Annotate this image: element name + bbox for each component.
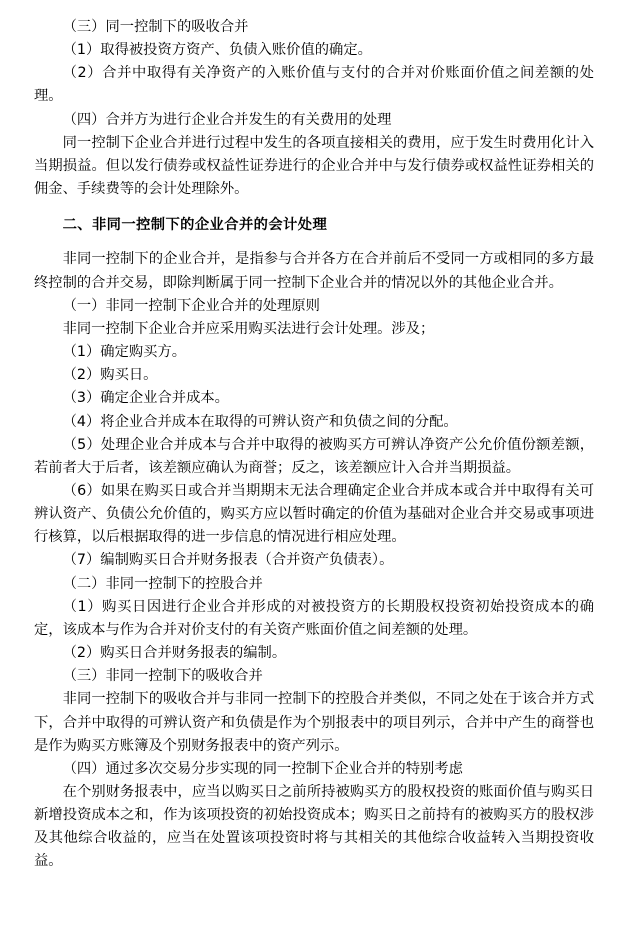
paragraph: （1）取得被投资方资产、负债入账价值的确定。	[62, 42, 372, 59]
paragraph: （四）合并方为进行企业合并发生的有关费用的处理	[62, 111, 392, 128]
document-body	[34, 16, 594, 874]
paragraph: （2）合并中取得有关净资产的入账价值与支付的合并对价账面价值之间差额的处理。	[34, 65, 594, 105]
paragraph: （1）确定购买方。	[62, 344, 187, 361]
paragraph: （6）如果在购买日或合并当期期末无法合理确定企业合并成本或合并中取得有关可辨认资产、负债公允价值的，购买方应以暂时确定的价值为基础对企业合并交易或事项进行核算，以后根据取得的进一步信息的情况进行相应处理。	[34, 482, 594, 546]
paragraph: （三）同一控制下的吸收合并	[62, 19, 249, 35]
paragraph: 同一控制下企业合并进行过程中发生的各项直接相关的费用，应于发生时费用化计入当期损益。但以发行债券或权益性证券进行的企业合并中与发行债券或权益性证券相关的佣金、手续费等的会计处理除外。	[34, 134, 594, 198]
paragraph: 在个别财务报表中，应当以购买日之前所持被购买方的股权投资的账面价值与购买日新增投资成本之和，作为该项投资的初始投资成本；购买日之前持有的被购买方的股权涉及其他综合收益的，应当在处置该项投资时将与其相关的其他综合收益转入当期投资收益。	[34, 784, 594, 870]
paragraph: （5）处理企业合并成本与合并中取得的被购买方可辨认净资产公允价值份额差额，若前者大于后者，该差额应确认为商誉；反之，该差额应计入合并当期损益。	[34, 436, 594, 476]
section-heading: 二、非同一控制下的企业合并的会计处理	[62, 217, 328, 234]
paragraph: （四）通过多次交易分步实现的同一控制下企业合并的特别考虑	[62, 760, 463, 777]
paragraph: （2）购买日合并财务报表的编制。	[62, 645, 287, 662]
paragraph: （2）购买日。	[62, 367, 158, 384]
paragraph: （3）确定企业合并成本。	[62, 390, 229, 407]
paragraph: 非同一控制下的吸收合并与非同一控制下的控股合并类似，不同之处在于该合并方式下，合并中取得的可辨认资产和负债是作为个别报表中的项目列示，合并中产生的商誉也是作为购买方账簿及个别财务报表中的资产列示。	[34, 691, 594, 754]
paragraph: （1）购买日因进行企业合并形成的对被投资方的长期股权投资初始投资成本的确定，该成本与作为合并对价支付的有关资产账面价值之间差额的处理。	[34, 598, 594, 638]
paragraph: （二）非同一控制下的控股合并	[62, 575, 263, 592]
paragraph: （7）编制购买日合并财务报表（合并资产负债表）。	[62, 552, 394, 569]
paragraph: 非同一控制下的企业合并，是指参与合并各方在合并前后不受同一方或相同的多方最终控制的合并交易，即除判断属于同一控制下企业合并的情况以外的其他企业合并。	[34, 251, 594, 291]
paragraph: （4）将企业合并成本在取得的可辨认资产和负债之间的分配。	[62, 413, 458, 430]
paragraph: （三）非同一控制下的吸收合并	[62, 668, 263, 685]
paragraph: （一）非同一控制下企业合并的处理原则	[62, 297, 320, 314]
paragraph: 非同一控制下企业合并应采用购买法进行会计处理。涉及；	[62, 320, 435, 337]
